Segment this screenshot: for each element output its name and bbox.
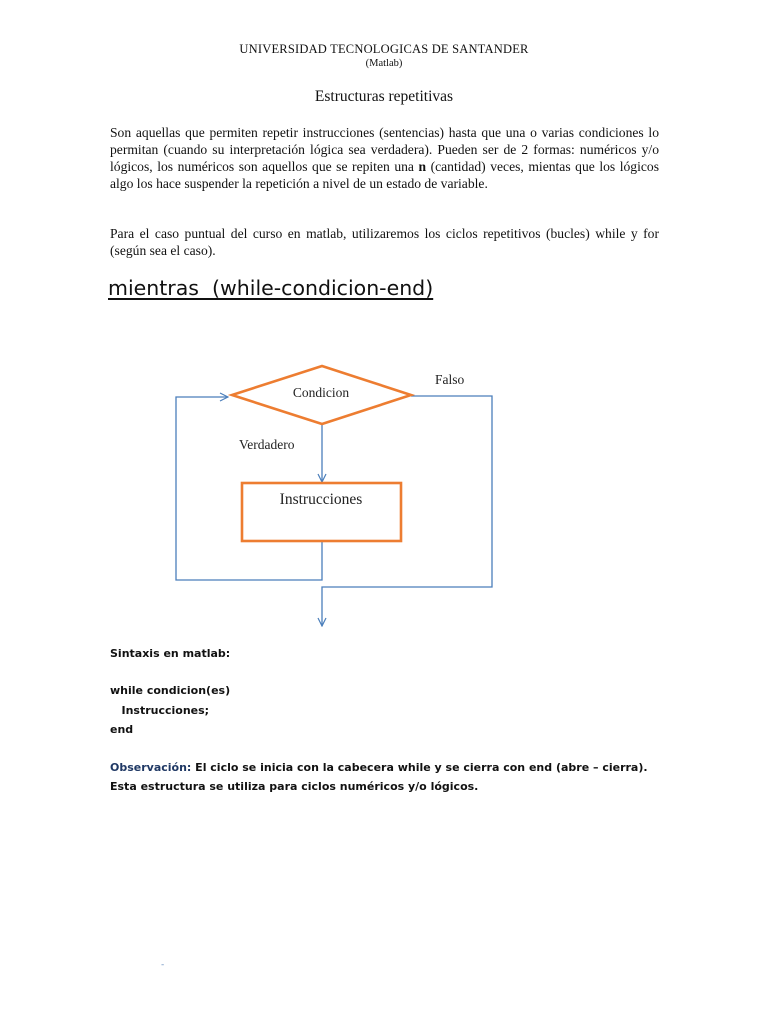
intro-bold-n: n [418,159,427,174]
false-label: Falso [435,372,465,387]
course-subtitle: (Matlab) [365,58,403,69]
footer-mark: - [161,960,165,970]
section-heading: mientras (while-condicion-end) [108,276,434,300]
instructions-label: Instrucciones [279,491,363,508]
observation-paragraph [110,758,670,796]
observation-text: El ciclo se inicia con la cabecera while y se cierra con end (abre – cierra). Esta estructura se utiliza para ciclos numéricos y/o lógicos. [110,761,648,793]
intro-text-part-2: (cantidad) veces, mientas que los lógicos algo los hace suspender la repetición a nivel de un estado de variable. [110,159,659,191]
syntax-line-instructions: Instrucciones; [110,704,210,717]
observation-label: Observación: [110,761,192,774]
intro-text-part-1: Son aquellas que permiten repetir instrucciones (sentencias) hasta que una o varias condiciones lo permitan (cuando su interpretación lógica sea verdadera). Pueden ser de 2 formas: numéricos y/o lógicos, los numéricos son aquellos que se repiten una [110,125,659,174]
intro-paragraph-2: Para el caso puntual del curso en matlab, utilizaremos los ciclos repetitivos (bucles) while y for (según sea el caso). [110,226,659,258]
university-name: UNIVERSIDAD TECNOLOGICAS DE SANTANDER [239,42,529,56]
syntax-line-end: end [110,723,134,736]
syntax-line-while: while condicion(es) [110,684,231,697]
syntax-heading: Sintaxis en matlab: [110,647,231,660]
true-label: Verdadero [239,437,295,452]
page-title: Estructuras repetitivas [314,88,454,105]
condition-label: Condicion [292,385,350,400]
